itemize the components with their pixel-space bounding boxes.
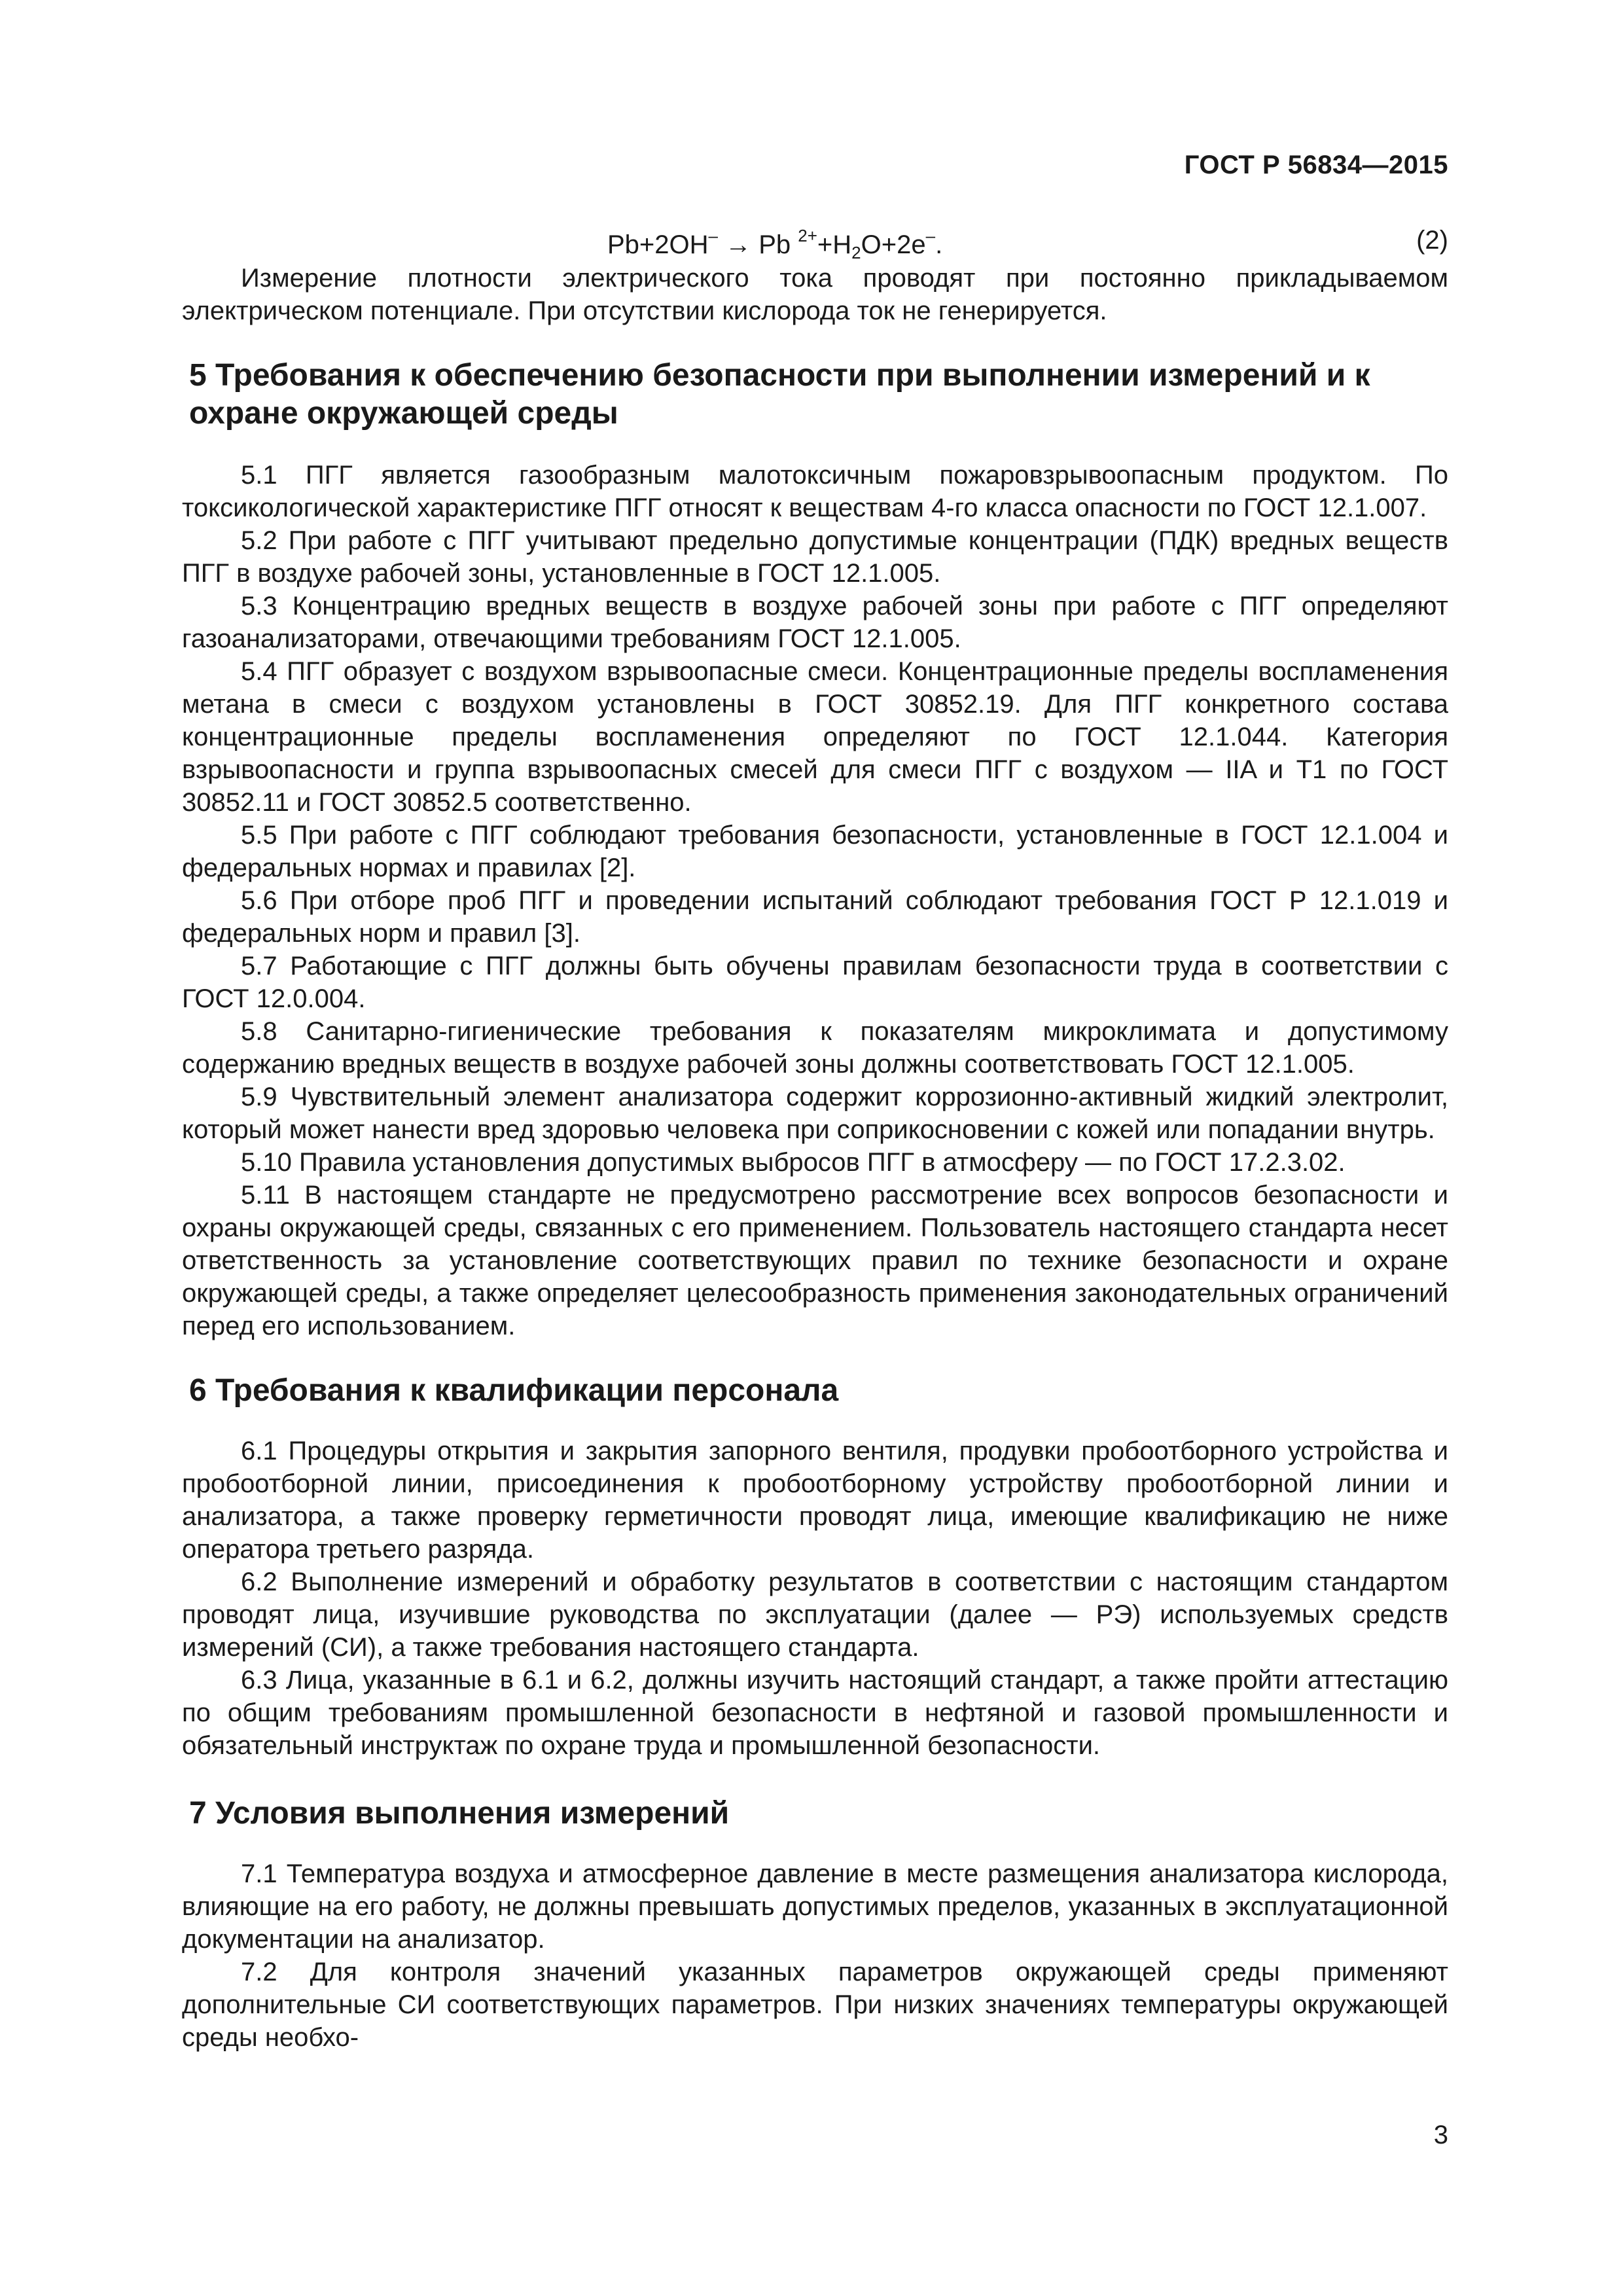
paragraph-7-2: 7.2 Для контроля значений указанных параметров окружающей среды применяют дополнительные СИ соответствующих параметров. При низких значениях температуры окружающей среды необхо-	[182, 1958, 1448, 2052]
paragraph-5-2: 5.2 При работе с ПГГ учитывают предельно допустимые концентрации (ПДК) вредных веществ ПГГ в воздухе рабочей зоны, установленные в ГОСТ 12.1.005.	[182, 526, 1448, 588]
paragraph-5-5: 5.5 При работе с ПГГ соблюдают требования безопасности, установленные в ГОСТ 12.1.004 и федеральных нормах и правилах [2].	[182, 821, 1448, 882]
document-header: ГОСТ Р 56834—2015	[1184, 151, 1448, 179]
paragraph-6-3: 6.3 Лица, указанные в 6.1 и 6.2, должны изучить настоящий стандарт, а также пройти аттестацию по общим требованиям промышленной безопасности в нефтяной и газовой промышленности и обязательный инструктаж по охране труда и промышленной безопасности.	[182, 1666, 1448, 1760]
paragraph-5-11: 5.11 В настоящем стандарте не предусмотрено рассмотрение всех вопросов безопасности и охраны окружающей среды, связанных с его применением. Пользователь настоящего стандарта несет ответственность за установление соответствующих правил по технике безопасности и охране окружающей среды, а также определяет целесообразность применения законодательных ограничений перед его использованием.	[182, 1181, 1448, 1340]
paragraph-5-1: 5.1 ПГГ является газообразным малотоксичным пожаровзрывоопасным продуктом. По токсикологической характеристике ПГГ относят к веществам 4-го класса опасности по ГОСТ 12.1.007.	[182, 461, 1448, 522]
section-6-heading: 6 Требования к квалификации персонала	[189, 1373, 839, 1408]
paragraph-7-1: 7.1 Температура воздуха и атмосферное давление в месте размещения анализатора кислорода, влияющие на его работу, не должны превышать допустимых пределов, указанных в эксплуатационной документации на анализатор.	[182, 1859, 1448, 1954]
paragraph-5-6: 5.6 При отборе проб ПГГ и проведении испытаний соблюдают требования ГОСТ Р 12.1.019 и федеральных норм и правил [3].	[182, 886, 1448, 948]
paragraph-5-8: 5.8 Санитарно-гигиенические требования к показателям микроклимата и допустимому содержанию вредных веществ в воздухе рабочей зоны должны соответствовать ГОСТ 12.1.005.	[182, 1017, 1448, 1079]
chemical-equation: Pb+2OH– → Pb $^{2+}+H_2O+2e^-$.	[607, 226, 943, 262]
equation-number: (2)	[1416, 226, 1448, 255]
paragraph-6-2: 6.2 Выполнение измерений и обработку результатов в соответствии с настоящим стандартом проводят лица, изучившие руководства по эксплуатации (далее — РЭ) используемых средств измерений (СИ), а также требования настоящего стандарта.	[182, 1568, 1448, 1662]
paragraph-5-9: 5.9 Чувствительный элемент анализатора содержит коррозионно-активный жидкий электролит, который может нанести вред здоровью человека при соприкосновении с кожей или попадании внутрь.	[182, 1083, 1448, 1144]
document-body	[182, 262, 1448, 2054]
intro-paragraph: Измерение плотности электрического тока проводят при постоянно прикладываемом электрическом потенциале. При отсутствии кислорода ток не генерируется.	[182, 264, 1448, 325]
paragraph-5-3: 5.3 Концентрацию вредных веществ в воздухе рабочей зоны при работе с ПГГ определяют газоанализаторами, отвечающими требованиям ГОСТ 12.1.005.	[182, 592, 1448, 653]
paragraph-5-7: 5.7 Работающие с ПГГ должны быть обучены правилам безопасности труда в соответствии с ГОСТ 12.0.004.	[182, 952, 1448, 1013]
section-7-heading: 7 Условия выполнения измерений	[189, 1796, 730, 1831]
paragraph-6-1: 6.1 Процедуры открытия и закрытия запорного вентиля, продувки пробоотборного устройства и пробоотборной линии, присоединения к пробоотборному устройству пробоотборной линии и анализатора, а также проверку герметичности проводят лица, имеющие квалификацию не ниже оператора третьего разряда.	[182, 1437, 1448, 1564]
page-number: 3	[1433, 2121, 1448, 2149]
paragraph-5-4: 5.4 ПГГ образует с воздухом взрывоопасные смеси. Концентрационные пределы воспламенения метана в смеси с воздухом установлены в ГОСТ 30852.19. Для ПГГ конкретного состава концентрационные пределы воспламенения определяют по ГОСТ 12.1.044. Категория взрывоопасности и группа взрывоопасных смесей для смеси ПГГ с воздухом — IIA и T1 по ГОСТ 30852.11 и ГОСТ 30852.5 соответственно.	[182, 657, 1449, 817]
paragraph-5-10: 5.10 Правила установления допустимых выбросов ПГГ в атмосферу — по ГОСТ 17.2.3.02.	[241, 1148, 1346, 1177]
section-5-heading: 5 Требования к обеспечению безопасности при выполнении измерений и к охране окружающей среды	[189, 358, 1370, 431]
formula-row	[182, 226, 1448, 262]
